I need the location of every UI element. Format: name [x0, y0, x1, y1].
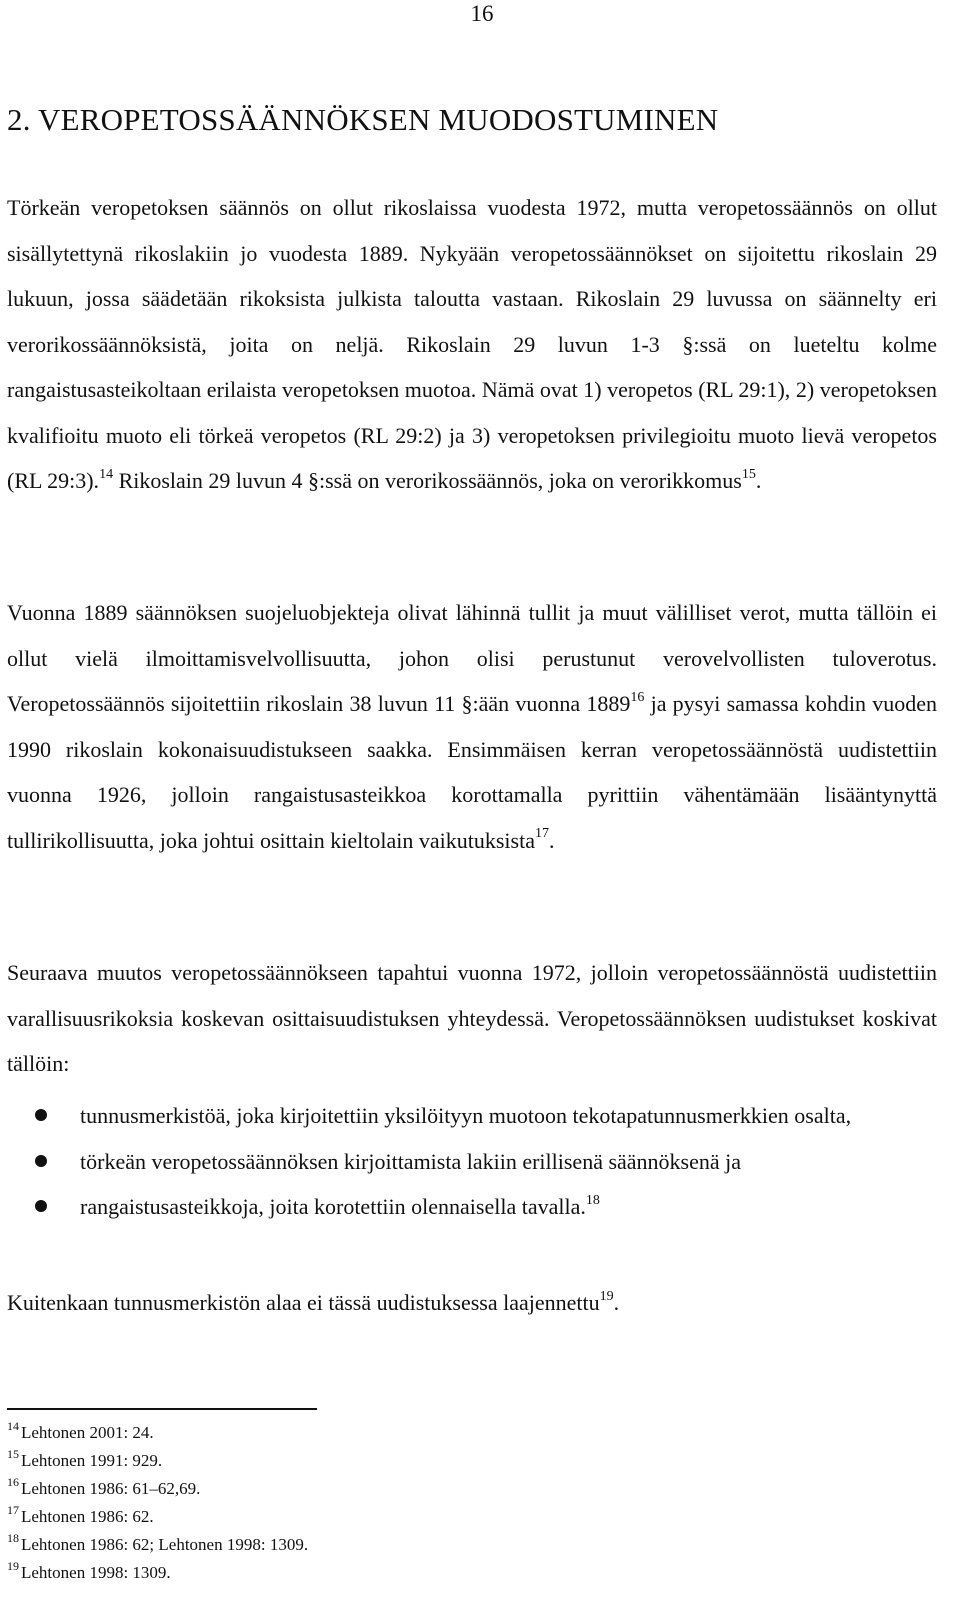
- bullet-item: [7, 1139, 937, 1185]
- footnote-text: Lehtonen 1986: 62.: [21, 1507, 154, 1526]
- closing-end: .: [613, 1290, 620, 1315]
- footnote-ref-15: 15: [741, 466, 756, 482]
- paragraph-1-text-b: Rikoslain 29 luvun 4 §:ssä on verorikossäännös, joka on verorikkomus: [113, 468, 742, 493]
- footnote-number: 17: [7, 1503, 19, 1518]
- footnote-item: [7, 1447, 308, 1475]
- paragraph-2: [7, 590, 937, 863]
- bullet-item: [7, 1184, 937, 1230]
- bullet-dot-icon: [35, 1093, 49, 1138]
- paragraph-1-text-c: .: [755, 468, 762, 493]
- bullet-list: [7, 1093, 937, 1230]
- paragraph-2-text-c: .: [548, 827, 555, 853]
- bullet-item-text: törkeän veropetossäännöksen kirjoittamista lakiin erillisenä säännöksenä ja: [80, 1148, 742, 1174]
- footnote-ref-18: 18: [585, 1192, 600, 1208]
- bullet-item-text: rangaistusasteikkoja, joita korotettiin olennaisella tavalla.: [80, 1194, 586, 1219]
- footnote-ref-19: 19: [599, 1288, 614, 1304]
- footnote-item: [7, 1559, 308, 1587]
- footnote-item: [7, 1503, 308, 1531]
- chapter-heading: 2. VEROPETOSSÄÄNNÖKSEN MUODOSTUMINEN: [7, 102, 719, 137]
- page-number-text: 16: [470, 1, 494, 26]
- paragraph-2-text-a: Vuonna 1889 säännöksen suojeluobjekteja olivat lähinnä tullit ja muut välilliset verot, mutta tällöin ei ollut vielä ilmoittamisvelvollisuutta, johon olisi perustunut verovelvollisten tuloverotus. Veropetossäännös sijoitettiin rikoslain 38 luvun 11 §:ään vuonna 1889: [7, 600, 937, 716]
- footnote-text: Lehtonen 1986: 61–62,69.: [21, 1479, 201, 1498]
- footnote-number: 14: [7, 1419, 19, 1434]
- footnote-text: Lehtonen 1998: 1309.: [21, 1563, 171, 1582]
- paragraph-1: [7, 185, 937, 504]
- footnote-item: [7, 1531, 308, 1559]
- closing-sentence: [7, 1280, 619, 1326]
- bullet-item: [7, 1093, 937, 1139]
- footnote-number: 15: [7, 1447, 19, 1462]
- paragraph-2-text-b: ja pysyi samassa kohdin vuoden 1990 rikoslain kokonaisuudistukseen saakka. Ensimmäisen kerran veropetossäännöstä uudistettiin vuonna 1926, jolloin rangaistusasteikkoa korottamalla pyrittiin vähentämään lisääntynyttä tullirikollisuutta, joka johtui osittain kieltolain vaikutuksista: [7, 691, 938, 853]
- footnote-text: Lehtonen 1986: 62; Lehtonen 1998: 1309.: [21, 1535, 309, 1554]
- footnote-number: 18: [7, 1531, 19, 1546]
- page-number: [0, 0, 960, 28]
- footnote-ref-16: 16: [630, 689, 645, 705]
- footnote-text: Lehtonen 1991: 929.: [21, 1451, 163, 1470]
- footnote-separator: [7, 1408, 317, 1410]
- footnote-item: [7, 1419, 308, 1447]
- paragraph-3: Seuraava muutos veropetossäännökseen tapahtui vuonna 1972, jolloin veropetossäännöstä uudistettiin varallisuusrikoksia koskevan osittaisuudistuksen yhteydessä. Veropetossäännöksen uudistukset koskivat tällöin:: [7, 960, 937, 1076]
- footnote-ref-14: 14: [99, 466, 114, 482]
- footnotes: [7, 1419, 308, 1587]
- footnote-number: 16: [7, 1475, 19, 1490]
- closing-text: Kuitenkaan tunnusmerkistön alaa ei tässä uudistuksessa laajennettu: [7, 1290, 600, 1315]
- paragraph-1-text-a: Törkeän veropetoksen säännös on ollut rikoslaissa vuodesta 1972, mutta veropetossäännös on ollut sisällytettynä rikoslakiin jo vuodesta 1889. Nykyään veropetossäännökset on sijoitettu rikoslain 29 lukuun, jossa säädetään rikoksista julkista taloutta vastaan. Rikoslain 29 luvussa on säännelty eri verorikossäännöksistä, joita on neljä. Rikoslain 29 luvun 1-3 §:ssä on lueteltu kolme rangaistusasteikoltaan erilaista veropetoksen muotoa. Nämä ovat 1) veropetos (RL 29:1), 2) veropetoksen kvalifioitu muoto eli törkeä veropetos (RL 29:2) ja 3) veropetoksen privilegioitu muoto lievä veropetos (RL 29:3).: [7, 195, 937, 493]
- bullet-dot-icon: [35, 1184, 49, 1229]
- footnote-text: Lehtonen 2001: 24.: [21, 1423, 154, 1442]
- footnote-number: 19: [7, 1559, 19, 1574]
- bullet-item-text: tunnusmerkistöä, joka kirjoitettiin yksilöityyn muotoon tekotapatunnusmerkkien osalta,: [80, 1103, 852, 1128]
- footnote-ref-17: 17: [534, 826, 549, 842]
- footnote-item: [7, 1475, 308, 1503]
- bullet-dot-icon: [35, 1139, 49, 1184]
